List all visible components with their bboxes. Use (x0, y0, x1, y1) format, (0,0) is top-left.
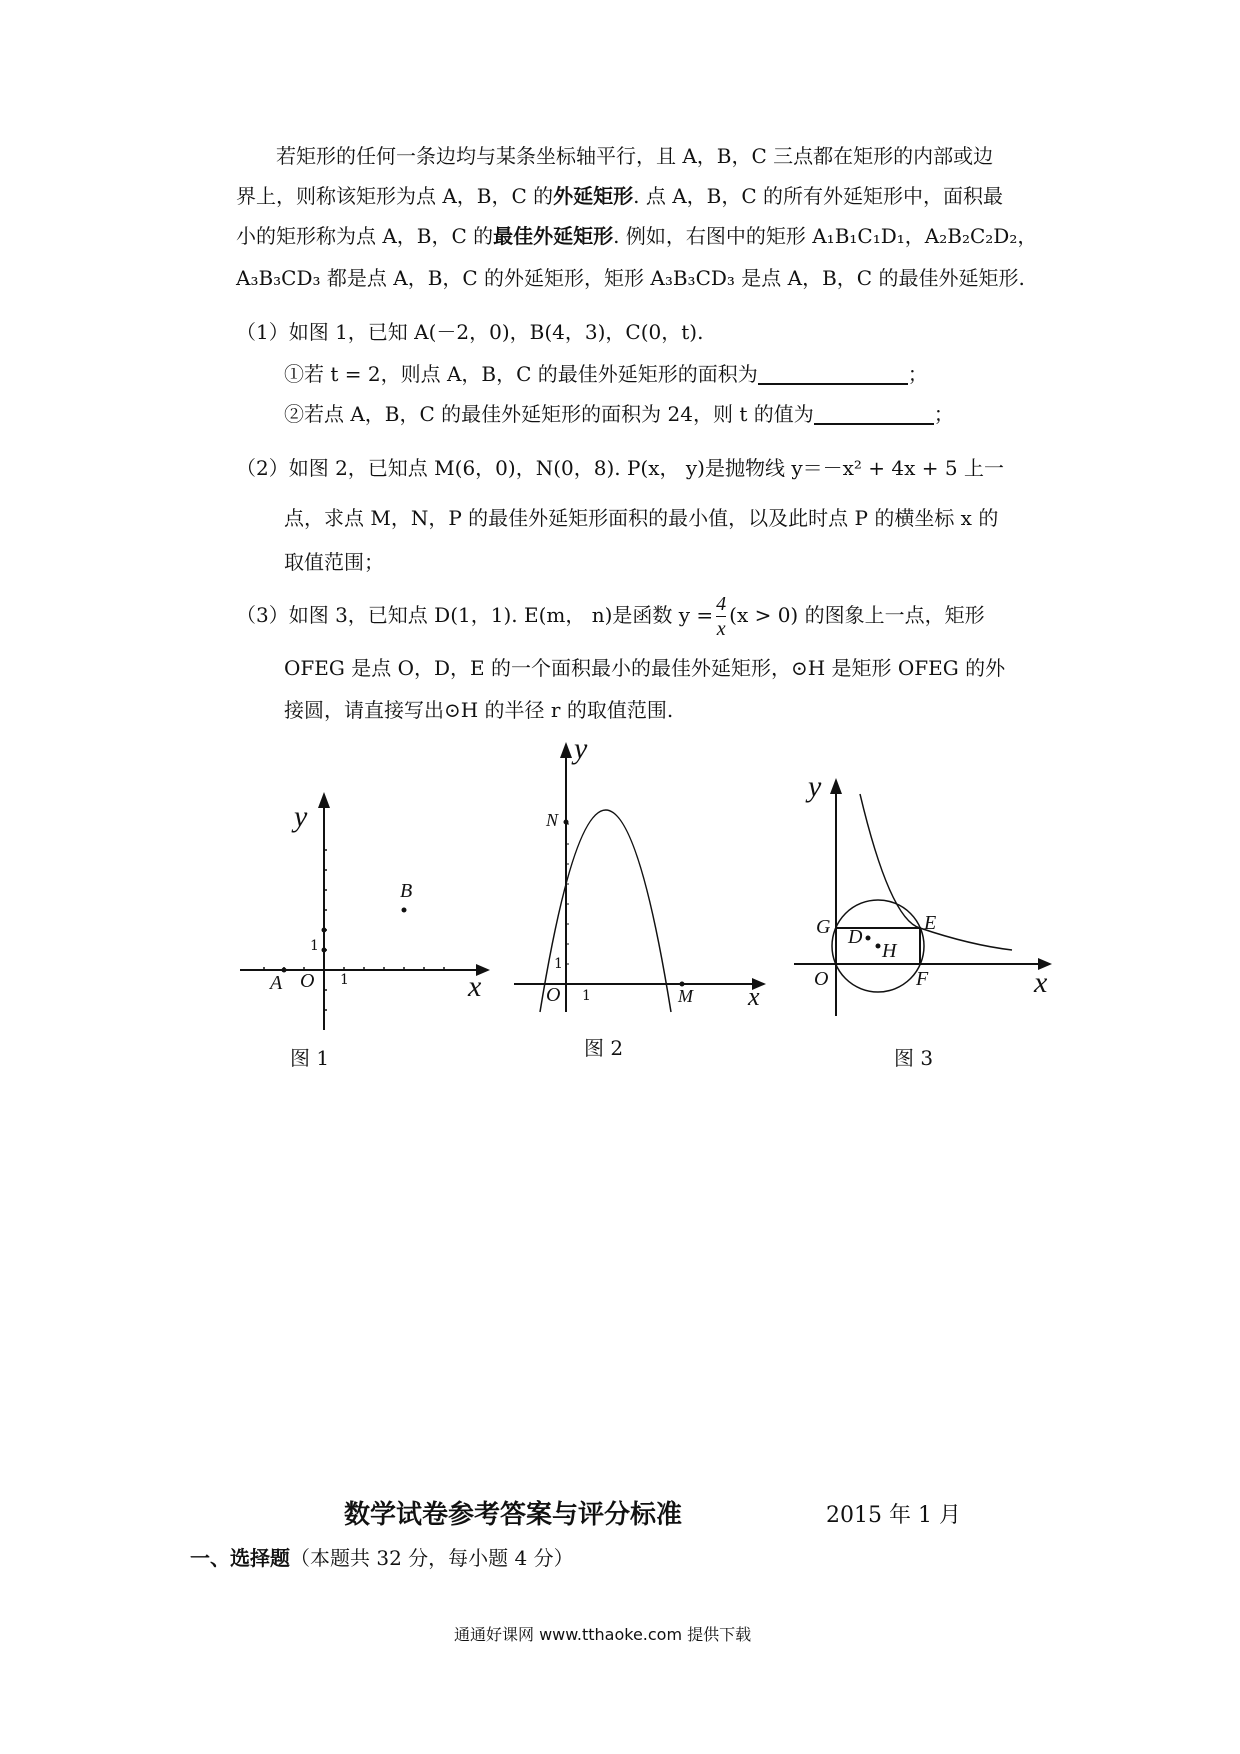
intro-line-3 (236, 220, 1037, 249)
fig3-label-F: F (916, 968, 929, 990)
q3-line-3: 接圆，请直接写出⊙H 的半径 r 的取值范围. (284, 698, 674, 722)
q1-sub1 (284, 358, 928, 387)
fig1-label-one-x: 1 (340, 972, 349, 988)
answers-date: 2015 年 1 月 (826, 1503, 961, 1528)
fig1-point-tick (322, 928, 327, 933)
answers-section-1 (190, 1542, 574, 1571)
q3-fraction (716, 592, 726, 641)
fig3-point-H (876, 944, 881, 949)
q3-line-1b: (x > 0) 的图象上一点，矩形 (729, 603, 985, 627)
q1-sub2 (284, 398, 954, 427)
q1-sub1-blank[interactable] (758, 363, 908, 385)
fig1-point-A (282, 968, 287, 973)
q3-frac-den: x (716, 618, 726, 640)
fig2-caption: 图 2 (584, 1036, 624, 1060)
fig2-parabola (540, 810, 671, 1012)
intro-line-4: A₃B₃CD₃ 都是点 A，B，C 的外延矩形，矩形 A₃B₃CD₃ 是点 A，B，C 的最佳外延矩形. (236, 266, 1025, 290)
fig3-label-E: E (924, 912, 937, 934)
figure-1-graph (230, 780, 500, 1040)
intro-line-3a: 小的矩形称为点 A，B，C 的 (236, 224, 494, 248)
fig1-label-one-y: 1 (310, 938, 319, 954)
fig1-label-B: B (400, 880, 413, 902)
q1-sub1-text: ①若 t = 2，则点 A，B，C 的最佳外延矩形的面积为 (284, 362, 758, 386)
q1-sub2-text: ②若点 A，B，C 的最佳外延矩形的面积为 24，则 t 的值为 (284, 402, 814, 426)
q1-stem: （1）如图 1，已知 A(－2，0)，B(4，3)，C(0，t). (236, 320, 704, 344)
figure-2-graph (510, 738, 770, 1018)
fig3-label-y: y (808, 770, 822, 803)
q3-line-2: OFEG 是点 O，D，E 的一个面积最小的最佳外延矩形，⊙H 是矩形 OFEG 的外 (284, 656, 1006, 680)
q3-frac-num: 4 (716, 593, 727, 615)
q1-sub1-end: ； (907, 362, 928, 386)
section-1-heading: 一、选择题 (190, 1546, 290, 1570)
q2-line-2: 点，求点 M，N，P 的最佳外延矩形面积的最小值，以及此时点 P 的横坐标 x 的 (284, 506, 999, 530)
term-best-outer-rect: 最佳外延矩形 (493, 224, 614, 248)
fig3-label-D: D (848, 926, 863, 948)
intro-line-2 (236, 180, 1003, 209)
fig3-label-G: G (816, 916, 831, 938)
fig3-label-O: O (814, 968, 829, 990)
intro-line-2c: . 点 A，B，C 的所有外延矩形中，面积最 (633, 184, 1004, 208)
figure-2 (510, 732, 770, 1018)
fig1-point-B (402, 908, 407, 913)
figure-1 (230, 780, 500, 1040)
fig1-point-C (322, 948, 327, 953)
fig2-label-x: x (748, 982, 760, 1011)
figure-3-graph (790, 770, 1060, 1030)
fig2-label-one-y: 1 (554, 956, 563, 972)
intro-line-2a: 界上，则称该矩形为点 A，B，C 的 (236, 184, 554, 208)
fig1-caption: 图 1 (290, 1046, 330, 1070)
fig3-y-arrow (830, 778, 842, 794)
fig2-label-N: N (546, 810, 559, 830)
fig2-point-N (564, 820, 569, 825)
fig1-label-x: x (468, 970, 482, 1003)
fig1-y-arrow (318, 792, 330, 808)
fig3-label-H: H (882, 940, 897, 962)
footer-download-note: 通通好课网 www.tthaoke.com 提供下载 (454, 1625, 752, 1644)
fig1-label-y: y (294, 800, 308, 833)
fig2-label-y: y (574, 732, 588, 765)
section-1-note: （本题共 32 分，每小题 4 分） (290, 1546, 574, 1570)
q2-line-3: 取值范围； (284, 550, 384, 574)
q3-line-1a: （3）如图 3，已知点 D(1，1). E(m， n)是函数 y = (236, 603, 714, 627)
fig1-label-O: O (300, 970, 315, 992)
intro-line-1: 若矩形的任何一条边均与某条坐标轴平行，且 A，B，C 三点都在矩形的内部或边 (276, 144, 994, 168)
q1-sub2-blank[interactable] (814, 403, 934, 425)
term-outer-rect: 外延矩形 (553, 184, 634, 208)
figure-3 (790, 770, 1060, 1030)
fig3-caption: 图 3 (894, 1046, 934, 1070)
q1-sub2-end: ； (933, 402, 954, 426)
fig1-label-A: A (270, 972, 283, 994)
intro-line-3c: . 例如，右图中的矩形 A₁B₁C₁D₁，A₂B₂C₂D₂， (613, 224, 1038, 248)
fig2-y-arrow (560, 742, 572, 758)
fig3-point-D (866, 936, 871, 941)
fig2-label-M: M (678, 986, 693, 1006)
fig3-label-x: x (1034, 966, 1048, 999)
fig2-label-O: O (546, 984, 561, 1006)
answers-title: 数学试卷参考答案与评分标准 (344, 1500, 683, 1530)
fig2-label-one-x: 1 (582, 988, 591, 1004)
q2-line-1: （2）如图 2，已知点 M(6，0)，N(0，8). P(x， y)是抛物线 y＝－x² + 4x + 5 上一 (236, 456, 1004, 480)
q3-line-1 (236, 592, 985, 641)
